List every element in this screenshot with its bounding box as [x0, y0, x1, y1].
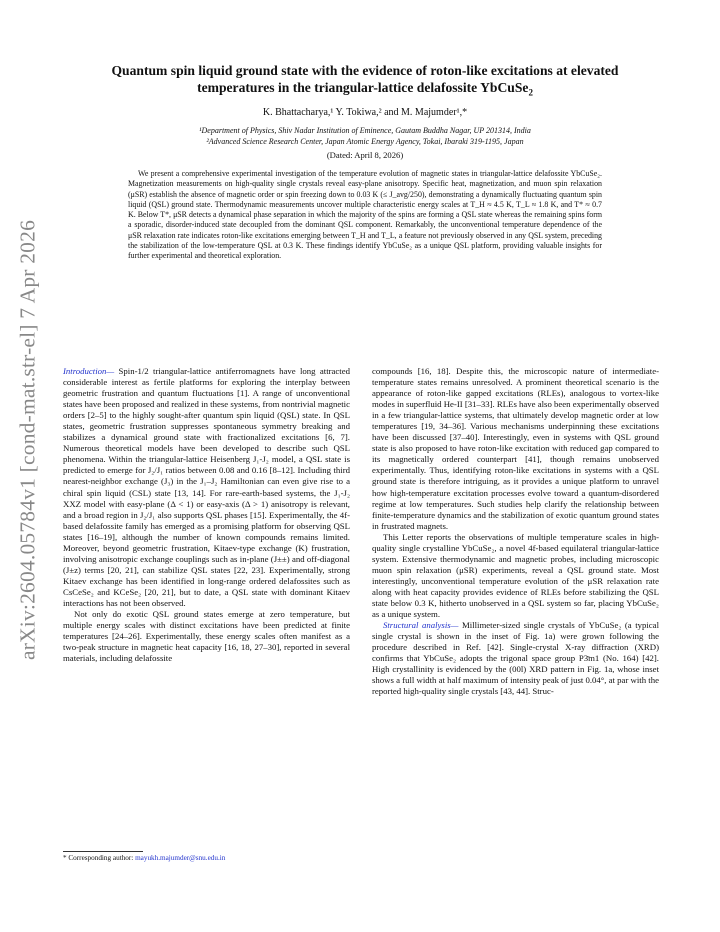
title-line-1: Quantum spin liquid ground state with the evidence of roton-like excitations at elevated — [111, 63, 619, 78]
structural-paragraph — [372, 620, 659, 697]
left-column — [63, 366, 350, 664]
arxiv-stamp — [6, 200, 50, 680]
structural-text: Millimeter-sized single crystals of YbCuSe₂ (a typical single crystal is shown in the inset of Fig. 1a) were grown following the procedure described in Ref. [42]. Single-crystal X-ray diffraction (XRD) confirms that YbCuSe₂ adopts the trigonal space group P3̄m1 (No. 164) [42]. High crystallinity is evidenced by the (00l) XRD pattern in Fig. 1a, whose inset shows a full width at half maximum of intensity peak of just 0.04°, at par with the reported high-quality single crystals [43, 44]. Struc- — [372, 620, 659, 697]
title-line-2: temperatures in the triangular-lattice delafossite YbCuSe — [197, 80, 529, 95]
intro-heading[interactable]: Introduction— — [63, 366, 115, 376]
intro-paragraph-2: Not only do exotic QSL ground states emerge at zero temperature, but multiple energy scales with distinct excitations have been predicted at finite temperatures [24–26]. Experimentally, these energy scales often manifest as a two-peak structure in magnetic heat capacity [16, 18, 27–30], reported in several materials, including delafossite — [63, 609, 350, 664]
arxiv-id: arXiv:2604.05784v1 [cond-mat.str-el] 7 Apr 2026 — [15, 219, 40, 661]
abstract — [128, 169, 602, 262]
affiliations — [70, 125, 660, 147]
structural-heading[interactable]: Structural analysis— — [383, 620, 459, 631]
author-email-link[interactable]: mayukh.majumder@snu.edu.in — [135, 854, 226, 862]
affiliation-2: ²Advanced Science Research Center, Japan Atomic Energy Agency, Tokai, Ibaraki 319-1195, Japan — [206, 137, 524, 146]
footnote-label: * Corresponding author: — [63, 854, 136, 862]
abstract-text: We present a comprehensive experimental investigation of the temperature evolution of magnetic states in triangular-lattice delafossite YbCuSe₂. Magnetization measurements on high-quality single crystals reveal easy-plane anisotropy. Specific heat, magnetization, and muon spin relaxation (μSR) establish the absence of magnetic order or spin freezing down to 0.03 K (≤ J_avg/250), demonstrating a dynamically fluctuating quantum spin liquid (QSL) ground state. Thermodynamic measurements uncover multiple characteristic energy scales at T_H ≈ 4.5 K, T_L ≈ 1.8 K, and T* ≈ 0.7 K. Below T*, μSR detects a dynamical phase separation in which the majority of the spins are forming a QSL state whereas the remaining spins form a sporadic, disorder-induced state decoupled from the dominant QSL component. Remarkably, the unconventional temperature dependence of the μSR relaxation rate indicates roton-like excitations emerging between T_H and T_L, a feature not previously observed in any QSL system, preceding the stabilization of the low-temperature QSL at 0.3 K. These findings identify YbCuSe₂ as a unique QSL platform, providing valuable insights for further experimental and theoretical exploration. — [128, 169, 602, 261]
right-column — [372, 366, 659, 697]
intro-paragraph-1 — [63, 366, 350, 609]
right-paragraph-2: This Letter reports the observations of multiple temperature scales in high-quality single crystalline YbCuSe₂, a novel 4f-based equilateral triangular-lattice system. Extensive thermodynamic and magnetic probes, including microscopic muon spin relaxation (μSR) experiments, reveal a QSL ground state. Most interestingly, unconventional temperature evolution of the μSR relaxation rate along with heat capacity provides evidence of RLEs before stabilizing the QSL state below 0.3 K, hitherto unobserved in a QSL system so far, placing YbCuSe₂ as a unique system. — [372, 531, 659, 620]
right-paragraph-1: compounds [16, 18]. Despite this, the microscopic nature of intermediate-temperature states remains unresolved. A prominent theoretical scenario is the appearance of roton-like gapped excitations (RLEs), analogous to vortex-like modes in superfluid He-II [31–33]. RLEs have also been experimentally observed in a few triangular-lattice systems, that ultimately develop magnetic order at low temperatures [19, 34–36]. Various mechanisms underpinning these excitations have been discussed [37–40]. Interestingly, even in systems with QSL ground state is also proposed to have roton-like excitation with reduced gap compared to its magnetically ordered counterpart [41], though remains unobserved experimentally. Thus, identifying roton-like excitations in systems with a QSL ground state is therefore intriguing, as it provides a unique platform to unravel how high-temperature excitation processes evolve toward a quantum-disordered regime at low temperatures. Such studies help clarify the relationship between finite-temperature dynamics and the stabilization of exotic quantum ground states in frustrated magnets. — [372, 366, 659, 531]
paper-title: Quantum spin liquid ground state with the evidence of roton-like excitations at elevated temperatures in the triangular-lattice delafossite YbCuSe$_2$ — [111, 63, 619, 98]
footnote — [63, 854, 350, 862]
author-list: K. Bhattacharya,¹ Y. Tokiwa,² and M. Majumder¹,* — [262, 107, 468, 118]
affiliation-1: ¹Department of Physics, Shiv Nadar Institution of Eminence, Gautam Buddha Nagar, UP 201314, India — [199, 126, 531, 135]
footnote-rule — [63, 851, 143, 852]
intro-text-1: Spin-1/2 triangular-lattice antiferromagnets have long attracted considerable interest as fertile platforms for exploring the interplay between geometric frustration and quantum fluctuations [1]. A range of unconventional states have been proposed and realized in these systems, from nontrivial magnetic orders [2–5] to the highly sought-after quantum spin liquid (QSL) state. In QSL states, geometric frustration suppresses spontaneous symmetry breaking and stabilizes a dynamical ground state with fractionalized excitations [6, 7]. Numerous theoretical models have been developed to describe such QSL phenomena. Within the triangular-lattice Heisenberg J₁-J₂ model, a QSL state is predicted to emerge for J₂/J₁ ratios between 0.08 and 0.16 [8–12]. Including third nearest-neighbor exchange (J₃) in the J₁–J₂ Hamiltonian can even give rise to a chiral spin liquid (CSL) state [13, 14]. For rare-earth-based systems, the J₁-J₂ XXZ model with easy-plane (Δ < 1) or easy-axis (Δ > 1) anisotropy is relevant, and a broad region in J₂/J₁ also supports QSL phases [15]. Experimentally, the 4f-based delafossite family has emerged as a promising platform for observing QSL states [16–19], although the number of known compounds remains limited. Moreover, beyond geometric frustration, Kitaev-type exchange (K) frustration, involving anisotropic exchange couplings such as in-plane (J±±) and off-diagonal (J±z) terms [20, 21], can stabilize QSL states [22, 23]. Experimentally, strong Kitaev exchange has been identified in long-range ordered delafossites such as CsCeSe₂ and KCeSe₂ [20, 21], but to date, a QSL state with dominant Kitaev interactions has not been observed. — [63, 366, 350, 608]
dated-line: (Dated: April 8, 2026) — [326, 150, 404, 160]
